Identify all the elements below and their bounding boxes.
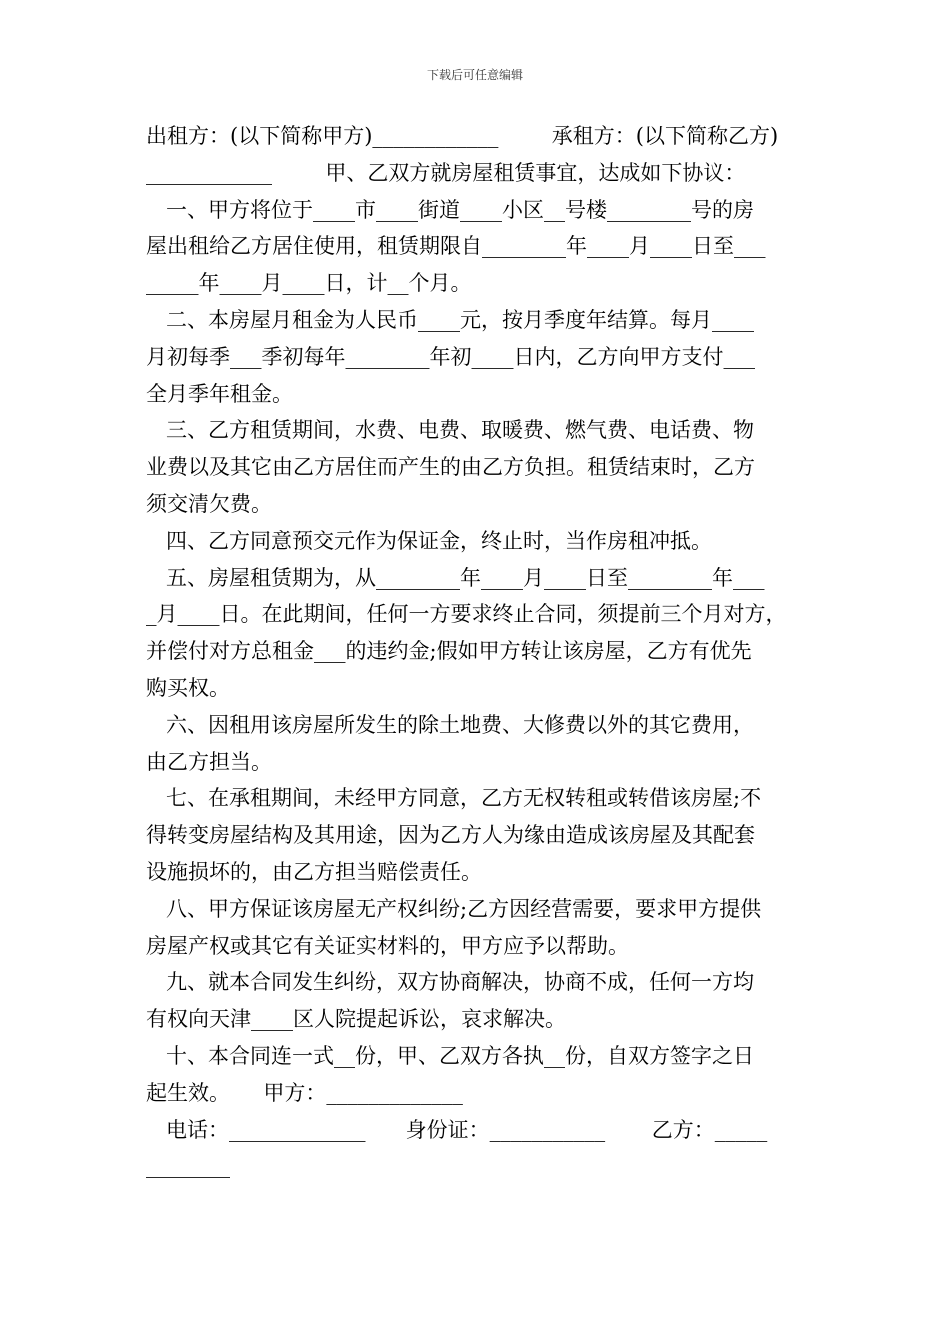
contract-line: 六、因租用该房屋所发生的除土地费、大修费以外的其它费用， — [146, 712, 755, 737]
contract-line: 四、乙方同意预交元作为保证金，终止时，当作房租冲抵。 — [146, 528, 713, 553]
contract-line: 二、本房屋月租金为人民币____元，按月季度年结算。每月____ — [146, 307, 755, 332]
contract-line: 购买权。 — [146, 675, 230, 700]
contract-line: 房屋产权或其它有关证实材料的，甲方应予以帮助。 — [146, 933, 629, 958]
contract-line: 七、在承租期间，未经甲方同意，乙方无权转租或转借该房屋;不 — [146, 786, 762, 811]
contract-line: 三、乙方租赁期间，水费、电费、取暖费、燃气费、电话费、物 — [146, 418, 755, 443]
contract-line: 并偿付对方总租金___的违约金;假如甲方转让该房屋，乙方有优先 — [146, 639, 752, 664]
contract-line: _____年____月____日，计__个月。 — [146, 271, 472, 296]
contract-line: ____________ 甲、乙双方就房屋租赁事宜，达成如下协议： — [146, 160, 746, 185]
contract-line: 八、甲方保证该房屋无产权纠纷;乙方因经营需要，要求甲方提供 — [146, 896, 762, 921]
contract-line: 出租方：(以下简称甲方)____________ 承租方：(以下简称乙方) — [146, 124, 779, 148]
contract-line: 一、甲方将位于____市____街道____小区__号楼________号的房 — [146, 197, 755, 222]
contract-line: ________ — [146, 1154, 230, 1179]
contract-line: 月初每季___季初每年________年初____日内，乙方向甲方支付___ — [146, 344, 755, 369]
contract-line: 全月季年租金。 — [146, 381, 293, 406]
contract-body — [146, 118, 810, 1185]
contract-line: 业费以及其它由乙方居住而产生的由乙方负担。租赁结束时，乙方 — [146, 455, 755, 480]
contract-line: 九、就本合同发生纠纷，双方协商解决，协商不成，任何一方均 — [146, 970, 755, 995]
contract-line: 由乙方担当。 — [146, 749, 272, 774]
contract-line: 有权向天津____区人院提起诉讼，哀求解决。 — [146, 1007, 566, 1032]
contract-line: 须交清欠费。 — [146, 491, 272, 516]
contract-line: 屋出租给乙方居住使用，租赁期限自________年____月____日至___ — [146, 234, 766, 259]
contract-line: 十、本合同连一式__份，甲、乙双方各执__份，自双方签字之日 — [146, 1043, 755, 1068]
contract-line: 电话：_____________ 身份证：___________ 乙方：_____ — [146, 1117, 768, 1142]
contract-line: 五、房屋租赁期为，从________年____月____日至________年___ — [146, 565, 765, 590]
contract-line: 得转变房屋结构及其用途，因为乙方人为缘由造成该房屋及其配套 — [146, 823, 755, 848]
header-note: 下载后可任意编辑 — [426, 68, 523, 82]
contract-line: 起生效。 甲方：_____________ — [146, 1080, 463, 1105]
contract-line: _月____日。在此期间，任何一方要求终止合同，须提前三个月对方， — [146, 602, 787, 627]
contract-line: 设施损坏的，由乙方担当赔偿责任。 — [146, 859, 482, 884]
